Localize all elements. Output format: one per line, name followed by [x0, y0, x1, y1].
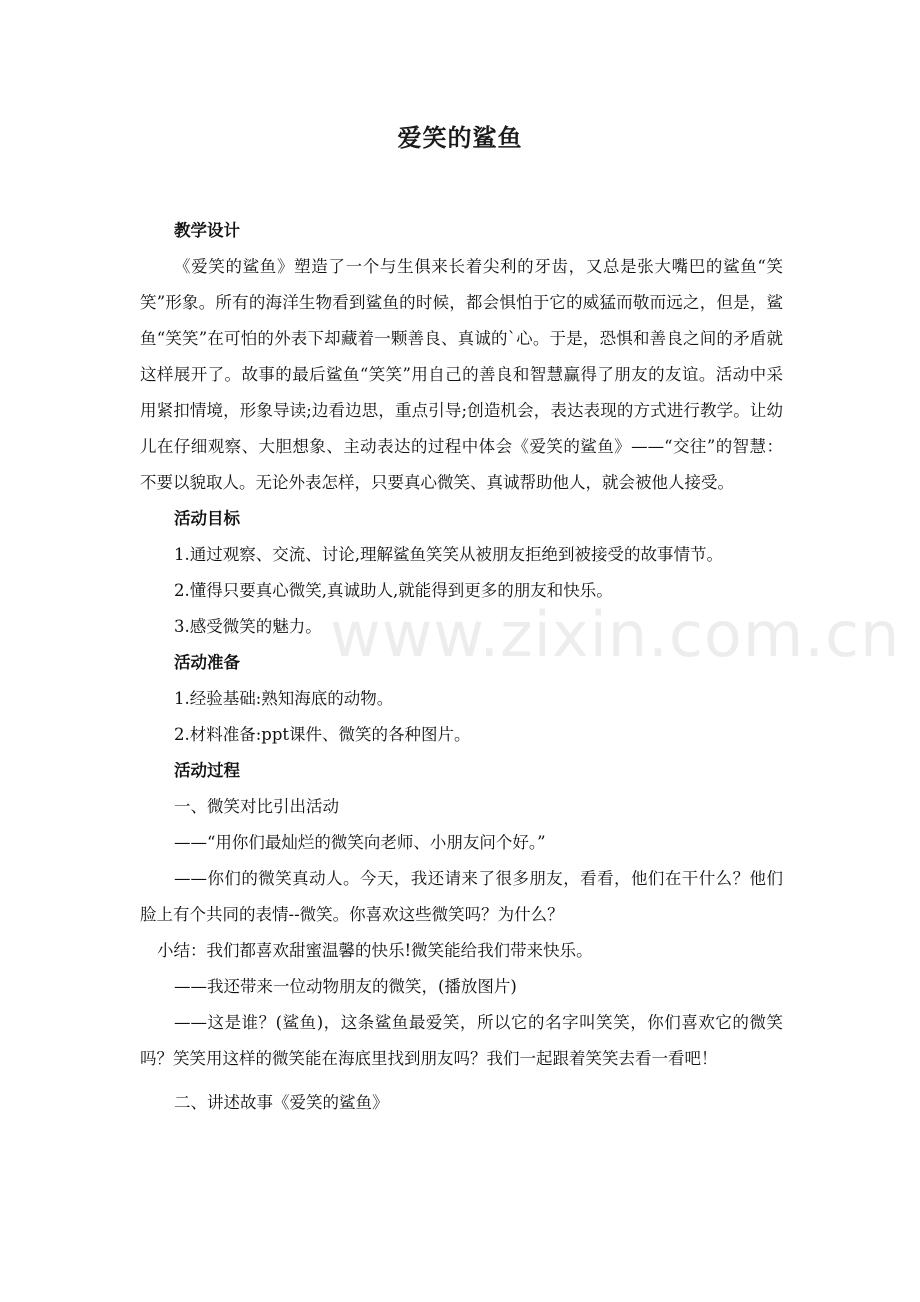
- document-title: 爱笑的鲨鱼: [397, 124, 523, 152]
- process-quote-1: ——“用你们最灿烂的微笑向老师、小朋友问个好。”: [174, 833, 546, 852]
- process-quote-2: ——我还带来一位动物朋友的微笑，(播放图片): [174, 977, 517, 996]
- process-step-2: 二、讲述故事《爱笑的鲨鱼》: [174, 1093, 389, 1112]
- heading-design: 教学设计: [174, 221, 240, 240]
- preparation-item-1: 1.经验基础:熟知海底的动物。: [174, 689, 394, 708]
- document-body: [140, 213, 783, 1121]
- heading-preparation: 活动准备: [174, 653, 240, 672]
- heading-process: 活动过程: [174, 761, 240, 780]
- goal-item-3: 3.感受微笑的魅力。: [174, 617, 322, 636]
- process-paragraph-2: ——这是谁？(鲨鱼)，这条鲨鱼最爱笑，所以它的名字叫笑笑，你们喜欢它的微笑吗？笑笑用这样的微笑能在海底里找到朋友吗？我们一起跟着笑笑去看一看吧！: [140, 1013, 783, 1068]
- process-paragraph-1: ——你们的微笑真动人。今天，我还请来了很多朋友，看看，他们在干什么？他们脸上有个共同的表情--微笑。你喜欢这些微笑吗？为什么？: [140, 869, 783, 924]
- preparation-item-2: 2.材料准备:ppt课件、微笑的各种图片。: [174, 725, 471, 744]
- design-paragraph: 《爱笑的鲨鱼》塑造了一个与生俱来长着尖利的牙齿，又总是张大嘴巴的鲨鱼“笑笑”形象。所有的海洋生物看到鲨鱼的时候，都会惧怕于它的威猛而敬而远之，但是，鲨鱼“笑笑”在可怕的外表下却藏着一颗善良、真诚的`心。于是，恐惧和善良之间的矛盾就这样展开了。故事的最后鲨鱼“笑笑”用自己的善良和智慧赢得了朋友的友谊。活动中采用紧扣情境，形象导读;边看边思，重点引导;创造机会，表达表现的方式进行教学。让幼儿在仔细观察、大胆想象、主动表达的过程中体会《爱笑的鲨鱼》——“交往”的智慧：不要以貌取人。无论外表怎样，只要真心微笑、真诚帮助他人，就会被他人接受。: [140, 257, 783, 492]
- heading-goals: 活动目标: [174, 509, 240, 528]
- process-step-1: 一、微笑对比引出活动: [174, 797, 339, 816]
- goal-item-1: 1.通过观察、交流、讨论,理解鲨鱼笑笑从被朋友拒绝到被接受的故事情节。: [174, 545, 723, 564]
- process-summary: 小结：我们都喜欢甜蜜温馨的快乐!微笑能给我们带来快乐。: [157, 941, 593, 960]
- goal-item-2: 2.懂得只要真心微笑,真诚助人,就能得到更多的朋友和快乐。: [174, 581, 613, 600]
- watermark: www.zixin.com.cn: [330, 598, 901, 671]
